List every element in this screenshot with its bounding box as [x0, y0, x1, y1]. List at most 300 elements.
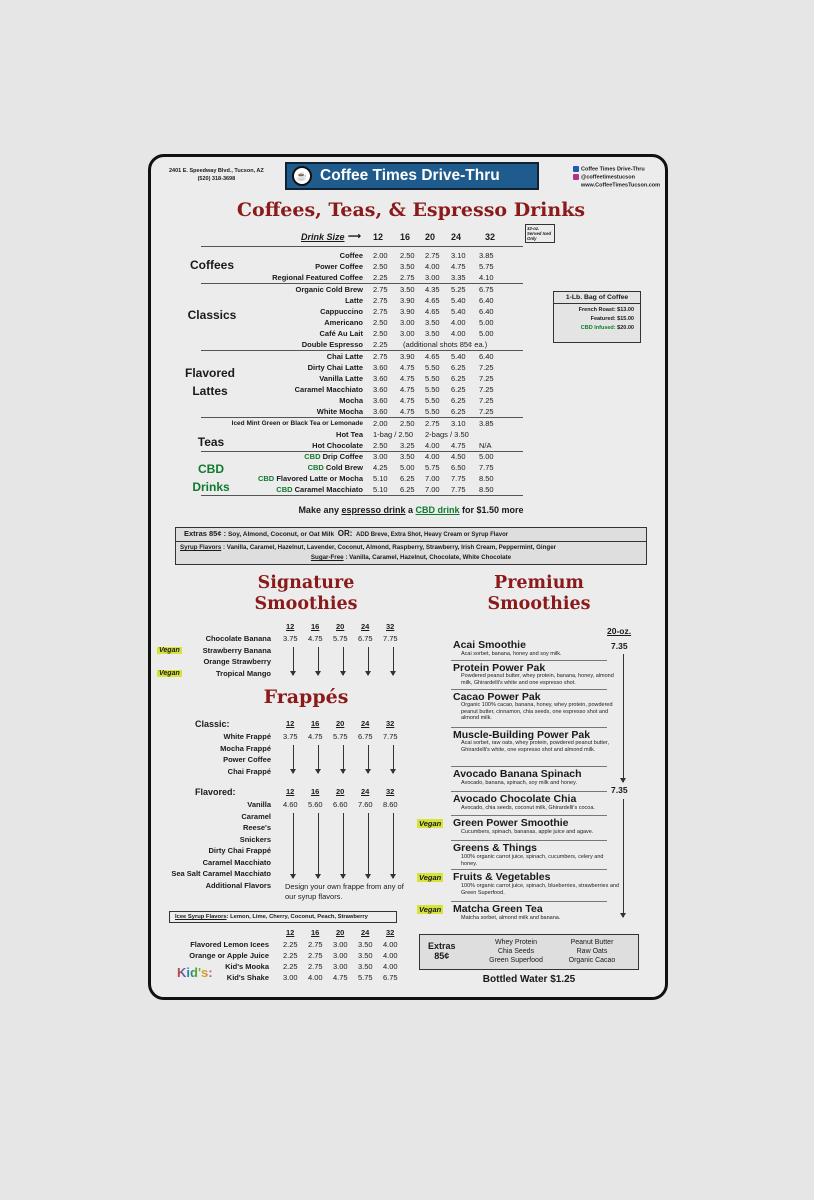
drink-name-text: Power Coffee: [315, 262, 363, 271]
drink-name: [191, 395, 363, 406]
extra-item: Whey Protein: [494, 939, 538, 946]
premium-divider: [451, 766, 607, 767]
sig-size: 24: [361, 622, 370, 631]
kids-price: 4.75: [333, 973, 348, 982]
website: www.CoffeeTimesTucson.com: [581, 182, 661, 189]
drink-price: 3.50: [425, 329, 440, 338]
drink-price: 3.60: [373, 407, 388, 416]
syrup-line: [176, 542, 646, 553]
drink-price: 8.50: [479, 474, 494, 483]
drink-name-text: Mocha: [339, 396, 363, 405]
drink-name: [191, 406, 363, 417]
premium-item-name: Acai Smoothie: [453, 639, 526, 651]
frappe-size: 24: [361, 719, 370, 728]
drink-name: [191, 473, 363, 484]
sig-price: 4.75: [308, 634, 323, 643]
vegan-badge: Vegan: [419, 873, 442, 882]
drink-price: 4.65: [425, 307, 440, 316]
drink-price: 7.25: [479, 374, 494, 383]
premium-divider: [451, 901, 607, 902]
frappe-size: 12: [286, 719, 295, 728]
drink-price: 6.25: [451, 407, 466, 416]
kids-price: 2.75: [308, 940, 323, 949]
drink-price: 2.00: [373, 419, 388, 428]
icee-list: : Lemon, Lime, Cherry, Coconut, Peach, Strawberry: [226, 914, 368, 920]
drink-price: 7.25: [479, 363, 494, 372]
drink-price: 4.65: [425, 296, 440, 305]
extra-item: Chia Seeds: [497, 948, 535, 955]
premium-item-desc: Powdered peanut butter, whey protein, banana, honey, almond milk, Ghirardelli's white and one espresso shot.: [461, 673, 614, 686]
bag-cbd-label: CBD Infused:: [580, 325, 616, 331]
drink-price: 6.75: [479, 285, 494, 294]
vegan-badge: Vegan: [419, 905, 442, 914]
drink-price: 3.50: [400, 452, 415, 461]
drink-price: 4.75: [400, 385, 415, 394]
extras-label: Extras 85¢ :: [184, 529, 227, 538]
premium-item-name: Matcha Green Tea: [453, 903, 543, 915]
kids-size: 16: [311, 928, 320, 937]
drink-price: 4.35: [425, 285, 440, 294]
down-arrow: [293, 647, 294, 675]
drink-name: [191, 328, 363, 339]
sig-price: 5.75: [333, 634, 348, 643]
kids-price: 3.00: [333, 940, 348, 949]
group-teas: Teas: [197, 435, 225, 449]
down-arrow: [393, 647, 394, 675]
premium-divider: [451, 660, 607, 661]
drink-price: 2.50: [373, 318, 388, 327]
address-block: [169, 167, 264, 183]
drink-name: [191, 351, 363, 362]
drink-name-text: Flavored Latte or Mocha: [276, 474, 363, 483]
group-cbd: CBD: [198, 462, 224, 476]
kids-price: 3.00: [283, 973, 298, 982]
signature-title-2: Smoothies: [254, 594, 358, 614]
drink-price: 7.00: [425, 474, 440, 483]
drink-price: 3.90: [400, 352, 415, 361]
premium-item-name: Avocado Chocolate Chia: [453, 793, 577, 805]
extra-item: Raw Oats: [576, 948, 608, 955]
drink-price: 2.75: [425, 251, 440, 260]
down-arrow: [343, 745, 344, 773]
premium-price-2: 7.35: [611, 785, 628, 795]
kids-size: 12: [286, 928, 295, 937]
kids-price: 3.50: [358, 962, 373, 971]
kids-item: Kid's Shake: [226, 973, 269, 982]
extra-item: Organic Cacao: [568, 957, 616, 964]
down-arrow: [293, 813, 294, 878]
drink-price: 6.40: [479, 352, 494, 361]
flavored-label: Flavored:: [195, 787, 236, 797]
group-drinks: Drinks: [192, 480, 230, 494]
drink-price: 7.75: [451, 474, 466, 483]
drink-price: 3.00: [400, 329, 415, 338]
extras-or: OR:: [337, 529, 353, 538]
flavored-item: Snickers: [239, 834, 271, 844]
drink-price: 5.50: [425, 374, 440, 383]
drink-price: 5.50: [425, 363, 440, 372]
table-rule: [201, 246, 523, 247]
drink-name: [191, 306, 363, 317]
drink-name: [191, 272, 363, 283]
drink-price: 5.00: [479, 329, 494, 338]
bag-french: French Roast: $13.00: [578, 307, 634, 313]
drink-price: 5.00: [479, 318, 494, 327]
web-icon: [573, 182, 579, 188]
drink-name: [191, 339, 363, 350]
extra-item: Peanut Butter: [570, 939, 614, 946]
flavored-item: Dirty Chai Frappé: [208, 846, 271, 855]
kids-price: 3.50: [358, 940, 373, 949]
drink-price: 3.00: [425, 273, 440, 282]
drink-price: 2.50: [400, 419, 415, 428]
classic-price: 6.75: [358, 732, 373, 741]
drink-price: 6.40: [479, 307, 494, 316]
down-arrow: [368, 745, 369, 773]
down-arrow: [343, 813, 344, 878]
drink-price: 5.00: [479, 452, 494, 461]
premium-extras-col2: [554, 938, 630, 965]
kids-price: 2.75: [308, 951, 323, 960]
drink-price: 3.60: [373, 396, 388, 405]
drink-name: [191, 284, 363, 295]
premium-arrow-1: [623, 654, 624, 782]
flavored-price: 7.60: [358, 800, 373, 809]
drink-price: 3.50: [400, 262, 415, 271]
drinks-title: Coffees, Teas, & Espresso Drinks: [236, 199, 586, 221]
drink-name: [191, 429, 363, 440]
drink-price: 8.50: [479, 485, 494, 494]
sig-size: 16: [311, 622, 320, 631]
kids-size: 24: [361, 928, 370, 937]
sig-size: 20: [336, 622, 345, 631]
kids-price: 3.50: [358, 951, 373, 960]
kids-price: 4.00: [383, 940, 398, 949]
kids-price: 2.75: [308, 962, 323, 971]
drink-name: [191, 261, 363, 272]
drink-name: [191, 418, 363, 429]
group-classics: Classics: [187, 308, 237, 322]
drink-price: 4.65: [425, 352, 440, 361]
drink-price: 2.75: [373, 307, 388, 316]
premium-item-name: Muscle-Building Power Pak: [453, 729, 591, 741]
design-note: Design your own frappe from any of our syrup flavors.: [285, 882, 404, 901]
tea-note-1: 1-bag / 2.50: [373, 430, 414, 439]
drink-price: 4.50: [451, 452, 466, 461]
frappe-size-2: 24: [361, 787, 370, 796]
drink-price: 4.00: [425, 262, 440, 271]
drink-price: 3.10: [451, 251, 466, 260]
flavored-price: 8.60: [383, 800, 398, 809]
cbd-tag: CBD: [257, 474, 275, 483]
group-flavored: Flavored: [184, 366, 235, 380]
sig-item: Orange Strawberry: [203, 657, 271, 666]
flavored-item: Caramel Macchiato: [202, 857, 271, 867]
drink-name: [191, 250, 363, 261]
premium-item-name: Greens & Things: [453, 842, 538, 854]
bag-title: 1-Lb. Bag of Coffee: [554, 292, 640, 304]
drink-name-text: Organic Cold Brew: [295, 285, 363, 294]
drink-price: 2.75: [373, 285, 388, 294]
drink-price: 5.75: [479, 262, 494, 271]
title-banner: [285, 162, 539, 190]
drink-price: 5.10: [373, 474, 388, 483]
drink-name-text: Caramel Macchiato: [294, 485, 363, 494]
sf-list: : Vanilla, Caramel, Hazelnut, Chocolate, White Chocolate: [345, 554, 512, 561]
cbd-note-cbd: CBD drink: [415, 505, 460, 515]
table-rule: [201, 495, 523, 496]
kids-price: 4.00: [308, 973, 323, 982]
kids-item: Flavored Lemon Icees: [190, 940, 269, 949]
drink-name-text: Vanilla Latte: [319, 374, 363, 383]
premium-arrow-2: [623, 799, 624, 917]
shot-note: (additional shots 85¢ ea.): [403, 340, 488, 349]
extras-box: [175, 527, 647, 565]
classic-price: 5.75: [333, 732, 348, 741]
drink-name: [191, 440, 363, 451]
drink-name: [191, 373, 363, 384]
kids-item: Kid's Mooka: [225, 962, 269, 971]
drink-price: N/A: [479, 441, 492, 450]
classic-item: Chai Frappé: [227, 766, 271, 776]
kids-price: 4.00: [383, 951, 398, 960]
drink-price: 7.00: [425, 485, 440, 494]
drink-name-text: Hot Tea: [336, 430, 363, 439]
drink-price: 3.85: [479, 251, 494, 260]
drink-price: 6.25: [451, 396, 466, 405]
group-lattes: Lattes: [192, 384, 228, 398]
drink-price: 2.50: [400, 251, 415, 260]
classic-item: Mocha Frappé: [220, 743, 271, 753]
drink-price: 7.75: [451, 485, 466, 494]
drink-price: 2.00: [373, 251, 388, 260]
drink-price: 5.40: [451, 296, 466, 305]
down-arrow: [293, 745, 294, 773]
premium-price-1: 7.35: [611, 641, 628, 651]
icee-label: Icee Syrup Flavors: [175, 914, 227, 920]
drink-name: [191, 451, 363, 462]
flavored-price: 6.60: [333, 800, 348, 809]
drink-price: 2.25: [373, 340, 388, 349]
drink-price: 2.50: [373, 441, 388, 450]
flavored-price: 4.60: [283, 800, 298, 809]
facebook-handle: Coffee Times Drive-Thru: [581, 166, 645, 173]
facebook-icon: [573, 166, 579, 172]
classic-price: 4.75: [308, 732, 323, 741]
drink-price: 4.00: [425, 452, 440, 461]
classic-item: White Frappé: [223, 732, 271, 741]
kids-item: Orange or Apple Juice: [189, 951, 269, 960]
drink-price: 7.75: [479, 463, 494, 472]
drink-price: 4.75: [400, 396, 415, 405]
cbd-tag: CBD: [276, 485, 293, 494]
drink-name: [191, 362, 363, 373]
kids-price: 6.75: [383, 973, 398, 982]
premium-divider: [451, 869, 607, 870]
drink-name-text: Coffee: [339, 251, 363, 260]
kids-price: 3.00: [333, 962, 348, 971]
frappe-size-2: 12: [286, 787, 295, 796]
premium-divider: [451, 689, 607, 690]
drink-price: 2.50: [373, 329, 388, 338]
drink-price: 3.00: [373, 452, 388, 461]
drink-price: 4.75: [400, 407, 415, 416]
drink-name-text: Drip Coffee: [322, 452, 363, 461]
classic-item: Power Coffee: [223, 755, 271, 764]
premium-item-name: Avocado Banana Spinach: [453, 768, 582, 780]
extras-line1: [176, 528, 646, 542]
premium-extras-col1: [478, 938, 554, 965]
down-arrow: [318, 647, 319, 675]
premium-divider: [451, 791, 607, 792]
drink-price: 3.00: [400, 318, 415, 327]
premium-extras-title: Extras: [428, 941, 456, 951]
premium-item-desc: Matcha sorbet, almond milk and banana.: [461, 915, 561, 921]
drink-name: [191, 384, 363, 395]
drink-price: 3.50: [425, 318, 440, 327]
frappes-title: Frappés: [263, 686, 349, 708]
premium-size: 20-oz.: [607, 626, 632, 636]
drink-price: 3.25: [400, 441, 415, 450]
sig-price: 6.75: [358, 634, 373, 643]
drink-size-label: Drink Size: [301, 232, 345, 242]
size-header: 24: [451, 232, 462, 242]
premium-extras-box: [419, 934, 639, 970]
address: 2401 E. Speedway Blvd., Tucson, AZ: [169, 168, 264, 174]
bag-cbd-price: $20.00: [617, 325, 634, 331]
size-header: 20: [425, 232, 436, 242]
kids-price: 2.25: [283, 940, 298, 949]
size-header: 12: [373, 232, 384, 242]
drink-name-text: Dirty Chai Latte: [307, 363, 363, 372]
drink-price: 2.75: [425, 419, 440, 428]
drink-name: [191, 484, 363, 495]
premium-divider: [451, 815, 607, 816]
premium-item-name: Green Power Smoothie: [453, 817, 569, 829]
drink-price: 2.75: [400, 273, 415, 282]
drink-price: 4.75: [400, 363, 415, 372]
extras-milk: Soy, Almond, Coconut, or Oat Milk: [227, 531, 335, 538]
kids-price: 2.25: [283, 962, 298, 971]
drink-price: 2.75: [373, 352, 388, 361]
extras-add: ADD Breve, Extra Shot, Heavy Cream or Syrup Flavor: [356, 532, 509, 538]
premium-item-name: Cacao Power Pak: [453, 691, 541, 703]
vegan-badge: Vegan: [419, 819, 442, 828]
drink-price: 4.00: [451, 318, 466, 327]
extra-item: Green Superfood: [489, 957, 543, 964]
drink-price: 3.60: [373, 363, 388, 372]
drink-price: 4.00: [425, 441, 440, 450]
sig-item: Chocolate Banana: [205, 634, 271, 643]
premium-title-2: Smoothies: [487, 594, 591, 614]
drink-name: [191, 462, 363, 473]
frappe-size: 16: [311, 719, 320, 728]
drink-name-text: Regional Featured Coffee: [272, 273, 363, 282]
coffee-bag-box: [553, 291, 641, 343]
drink-price: 4.75: [451, 441, 466, 450]
drink-price: 3.85: [479, 419, 494, 428]
drink-price: 7.25: [479, 385, 494, 394]
drink-price: 4.75: [451, 262, 466, 271]
drink-price: 3.60: [373, 374, 388, 383]
phone: (520) 318-3698: [197, 176, 236, 182]
sig-size: 12: [286, 622, 295, 631]
instagram-handle: @coffeetimestucson: [581, 174, 635, 181]
drink-price: 3.10: [451, 419, 466, 428]
drink-name: [191, 317, 363, 328]
flavored-item: Caramel: [241, 811, 271, 821]
signature-title: [209, 573, 403, 615]
drink-price: 5.40: [451, 352, 466, 361]
tea-note-2: 2-bags / 3.50: [425, 430, 469, 439]
drink-price: 5.25: [451, 285, 466, 294]
classic-label: Classic:: [195, 719, 230, 729]
drink-price: 4.00: [451, 329, 466, 338]
drink-price: 5.50: [425, 385, 440, 394]
premium-divider: [451, 727, 607, 728]
flavored-item: Vanilla: [247, 800, 271, 809]
sig-size: 32: [386, 622, 395, 631]
down-arrow: [393, 745, 394, 773]
drink-name-text: Café Au Lait: [319, 329, 363, 338]
cbd-note-post: for $1.50 more: [459, 505, 524, 515]
drink-name-text: Caramel Macchiato: [294, 385, 363, 394]
kids-size: 32: [386, 928, 395, 937]
frappe-size-2: 20: [336, 787, 345, 796]
drink-name-text: Latte: [345, 296, 363, 305]
drink-price: 3.50: [400, 285, 415, 294]
sf-line: [176, 553, 646, 562]
drink-price: 4.75: [400, 374, 415, 383]
drink-price: 7.25: [479, 396, 494, 405]
drink-price: 2.25: [373, 273, 388, 282]
drink-price: 4.25: [373, 463, 388, 472]
drink-price: 3.90: [400, 307, 415, 316]
drink-name-text: Chai Latte: [326, 352, 363, 361]
flavored-item: Reese's: [242, 823, 271, 832]
drink-price: 2.75: [373, 296, 388, 305]
drink-price: 6.25: [451, 374, 466, 383]
flavored-price: 5.60: [308, 800, 323, 809]
instagram-icon: [573, 174, 579, 180]
coffee-cup-icon: ☕: [292, 166, 312, 186]
frappe-size-2: 16: [311, 787, 320, 796]
premium-item-name: Fruits & Vegetables: [453, 871, 551, 883]
kids-price: 3.00: [333, 951, 348, 960]
down-arrow: [343, 647, 344, 675]
cbd-tag: CBD: [307, 463, 324, 472]
drink-price: 6.40: [479, 296, 494, 305]
sig-item: Strawberry Banana: [202, 645, 271, 655]
premium-item-desc: 100% organic carrot juice, spinach, blueberries, strawberries and Green Superfood.: [461, 883, 620, 896]
classic-price: 3.75: [283, 732, 298, 741]
flavored-item: Additional Flavors: [205, 880, 271, 890]
premium-extras-price: 85¢: [434, 951, 450, 961]
premium-extras-label: [428, 941, 456, 961]
drink-price: 6.25: [400, 474, 415, 483]
drink-price: 3.90: [400, 296, 415, 305]
down-arrow: [368, 813, 369, 878]
premium-item-desc: Cucumbers, spinach, bananas, apple juice and agave.: [461, 829, 594, 835]
drink-name-text: Iced Mint Green or Black Tea or Lemonade: [231, 420, 363, 427]
drink-name-text: Cold Brew: [325, 463, 363, 472]
syrup-label: Syrup Flavors: [180, 544, 222, 551]
vegan-badge: Vegan: [159, 646, 180, 654]
frappe-size: 32: [386, 719, 395, 728]
premium-item-desc: Acai sorbet, raw oats, whey protein, powdered peanut butter, Ghirardelli's white, one espresso shot and almond milk.: [461, 740, 609, 753]
drink-price: 6.50: [451, 463, 466, 472]
premium-divider: [451, 840, 607, 841]
